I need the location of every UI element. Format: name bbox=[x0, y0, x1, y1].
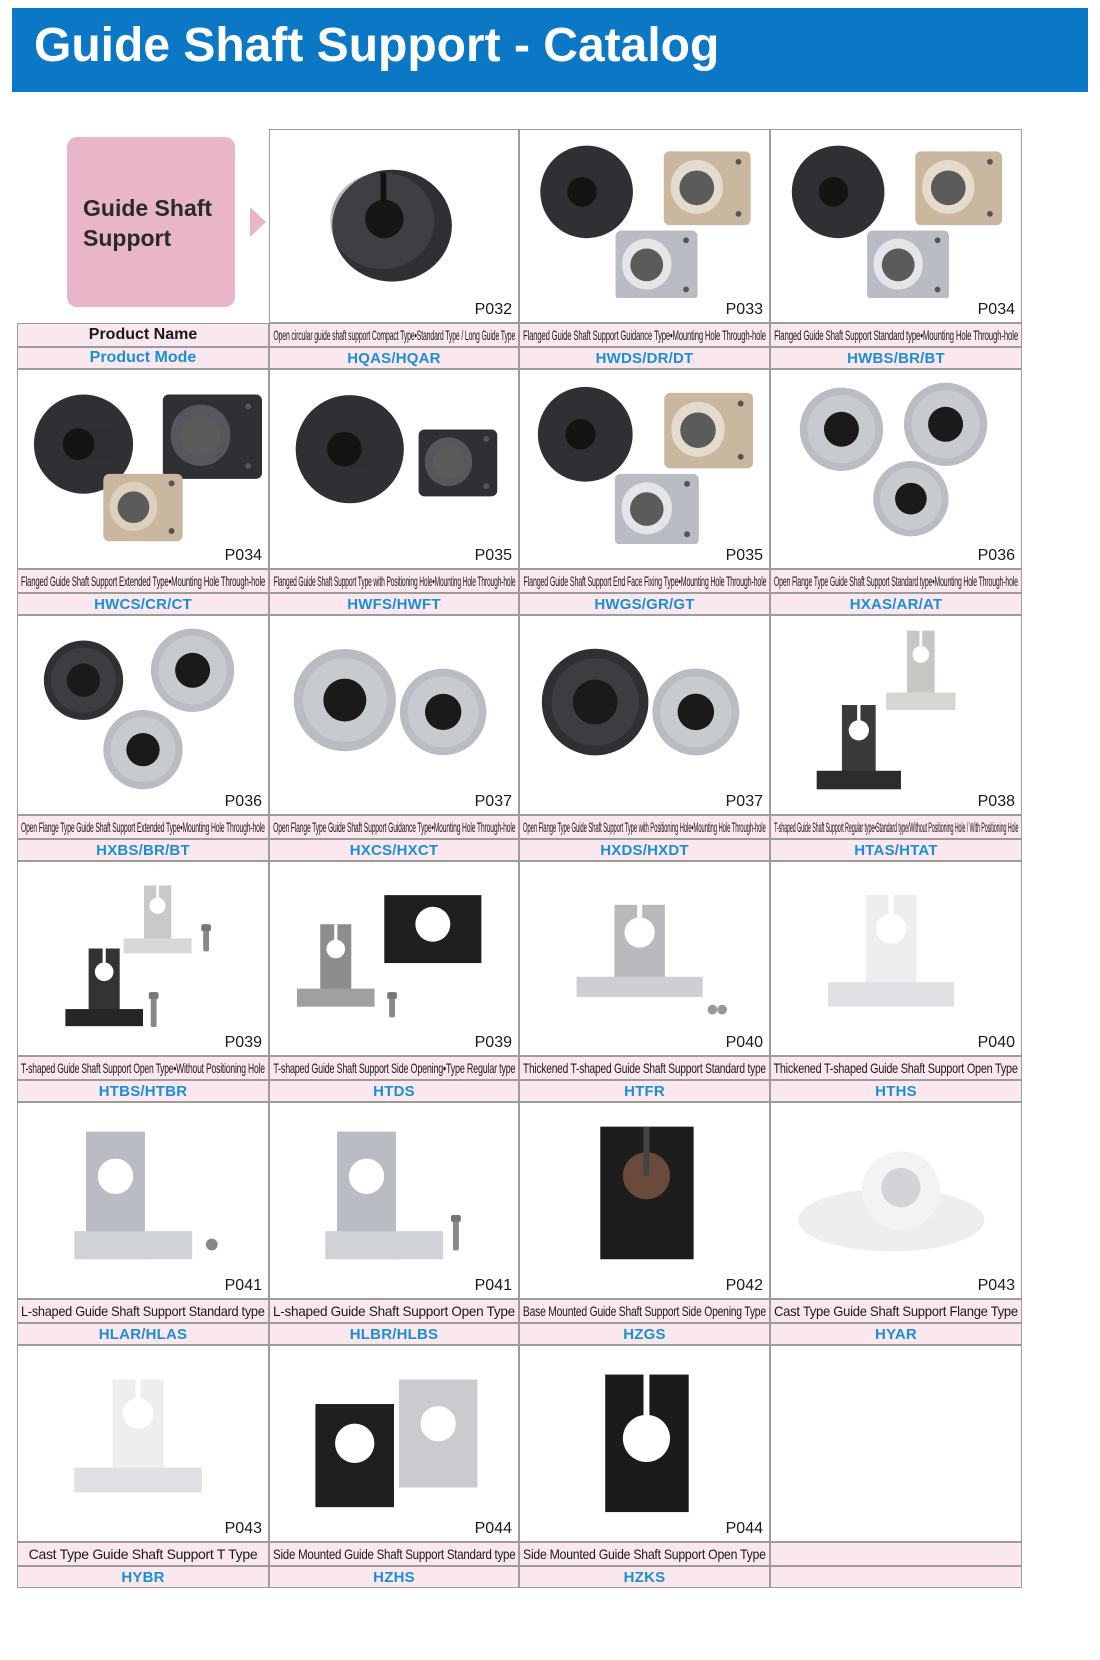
product-model-cell bbox=[770, 1080, 1022, 1102]
product-photo-cell bbox=[269, 369, 519, 569]
product-model-cell bbox=[269, 839, 519, 861]
product-model-cell bbox=[770, 839, 1022, 861]
empty-name-cell bbox=[770, 1542, 1022, 1566]
product-model-code: HTBS/HTBR bbox=[98, 1082, 188, 1100]
catalog-page-number: P044 bbox=[474, 1520, 512, 1537]
base-block-icon bbox=[526, 1107, 763, 1274]
product-model-cell bbox=[519, 1566, 770, 1588]
product-photo-cell bbox=[17, 615, 269, 815]
product-name: Open circular guide shaft support Compact Type•Standard Type / Long Guide Type bbox=[273, 327, 515, 343]
thick-t-support-icon bbox=[526, 866, 763, 1031]
product-name-cell bbox=[519, 1056, 770, 1080]
product-model-cell bbox=[269, 1323, 519, 1345]
product-model-code: HYAR bbox=[875, 1325, 917, 1343]
product-name-cell bbox=[269, 1299, 519, 1323]
product-photo-cell bbox=[519, 129, 770, 323]
product-model-code: HTAS/HTAT bbox=[854, 841, 938, 859]
product-name: Flanged Guide Shaft Support Type with Positioning Hole•Mounting Hole Through-hole bbox=[273, 573, 515, 589]
product-model-code: HQAS/HQAR bbox=[347, 349, 441, 367]
product-model-code: HXDS/HXDT bbox=[600, 841, 689, 859]
product-name-cell bbox=[770, 569, 1022, 593]
product-model-code: HWBS/BR/BT bbox=[847, 349, 945, 367]
product-name-cell bbox=[17, 1056, 269, 1080]
catalog-page-number: P044 bbox=[725, 1520, 763, 1537]
product-name-cell bbox=[17, 569, 269, 593]
catalog-page-number: P034 bbox=[224, 547, 262, 564]
product-model-cell bbox=[17, 1566, 269, 1588]
product-photo-cell bbox=[17, 1345, 269, 1542]
product-model-code: HTFR bbox=[624, 1082, 665, 1100]
t-support-icon bbox=[24, 866, 262, 1031]
catalog-page-number: P035 bbox=[474, 547, 512, 564]
catalog-page-number: P035 bbox=[725, 547, 763, 564]
side-open-block-icon bbox=[526, 1350, 763, 1517]
open-flange-icon bbox=[24, 620, 262, 790]
product-model-code: HXBS/BR/BT bbox=[96, 841, 190, 859]
product-photo-cell bbox=[770, 129, 1022, 323]
category-label-line2: Support bbox=[83, 225, 172, 251]
catalog-page-number: P037 bbox=[725, 793, 763, 810]
category-label-line1: Guide Shaft bbox=[83, 195, 213, 221]
empty-model-cell bbox=[770, 1566, 1022, 1588]
product-name-cell bbox=[519, 323, 770, 347]
product-photo-cell bbox=[519, 1102, 770, 1299]
product-name-header-cell bbox=[17, 323, 269, 347]
product-name: Open Flange Type Guide Shaft Support Extended Type•Mounting Hole Through-hole bbox=[21, 819, 265, 835]
product-name: Open Flange Type Guide Shaft Support Type with Positioning Hole•Mounting Hole Through-hole bbox=[523, 819, 766, 835]
product-photo-cell bbox=[17, 861, 269, 1056]
product-name: Cast Type Guide Shaft Support Flange Type bbox=[774, 1303, 1018, 1319]
product-name-cell bbox=[269, 1542, 519, 1566]
product-name-header: Product Name bbox=[88, 326, 198, 343]
catalog-page-number: P039 bbox=[474, 1034, 512, 1051]
product-model-code: HXAS/AR/AT bbox=[849, 595, 943, 613]
product-photo-cell bbox=[269, 1102, 519, 1299]
l-support-icon bbox=[276, 1107, 512, 1274]
catalog-page-number: P032 bbox=[474, 301, 512, 318]
product-model-cell bbox=[770, 593, 1022, 615]
cast-t-support-icon bbox=[777, 866, 1015, 1031]
product-model-cell bbox=[519, 1323, 770, 1345]
flanged-support-icon bbox=[24, 374, 262, 544]
product-model-code: HTHS bbox=[875, 1082, 917, 1100]
t-support-icon bbox=[777, 620, 1015, 790]
product-model-cell bbox=[770, 1323, 1022, 1345]
product-model-cell bbox=[519, 1080, 770, 1102]
catalog-page-number: P041 bbox=[474, 1277, 512, 1294]
product-name: Flanged Guide Shaft Support Extended Type•Mounting Hole Through-hole bbox=[20, 573, 266, 589]
product-model-cell bbox=[519, 839, 770, 861]
product-model-cell bbox=[17, 1080, 269, 1102]
product-photo-cell bbox=[770, 861, 1022, 1056]
product-name: Side Mounted Guide Shaft Support Standard type bbox=[272, 1546, 516, 1562]
product-name-cell bbox=[770, 815, 1022, 839]
product-name-cell bbox=[17, 1299, 269, 1323]
flanged-support-icon bbox=[526, 134, 763, 298]
product-photo-cell bbox=[770, 369, 1022, 569]
product-model-code: HXCS/HXCT bbox=[349, 841, 439, 859]
product-model-cell bbox=[269, 1566, 519, 1588]
product-photo-cell bbox=[269, 129, 519, 323]
product-name: Thickened T-shaped Guide Shaft Support Open Type bbox=[773, 1060, 1019, 1076]
product-name: Thickened T-shaped Guide Shaft Support Standard type bbox=[523, 1060, 766, 1076]
catalog-page-number: P041 bbox=[224, 1277, 262, 1294]
product-photo-cell bbox=[17, 1102, 269, 1299]
product-photo-cell bbox=[519, 1345, 770, 1542]
product-model-code: HLAR/HLAS bbox=[98, 1325, 188, 1343]
catalog-header-banner bbox=[12, 8, 1088, 92]
product-mode-header-cell bbox=[17, 347, 269, 369]
product-photo-cell bbox=[269, 615, 519, 815]
catalog-page-number: P040 bbox=[725, 1034, 763, 1051]
product-name: Open Flange Type Guide Shaft Support Guidance Type•Mounting Hole Through-hole bbox=[272, 819, 516, 835]
catalog-page-number: P036 bbox=[977, 547, 1015, 564]
open-flange-icon bbox=[777, 374, 1015, 544]
product-model-code: HZHS bbox=[373, 1568, 415, 1586]
side-block-icon bbox=[276, 1350, 512, 1517]
product-photo-cell bbox=[770, 615, 1022, 815]
product-name-cell bbox=[269, 1056, 519, 1080]
cast-t-support-icon bbox=[24, 1350, 262, 1517]
product-name-cell bbox=[17, 815, 269, 839]
product-name: Flanged Guide Shaft Support Guidance Type•Mounting Hole Through-hole bbox=[523, 327, 766, 343]
catalog-page-number: P033 bbox=[725, 301, 763, 318]
product-model-cell bbox=[17, 1323, 269, 1345]
t-support-icon bbox=[276, 866, 512, 1031]
product-photo-cell bbox=[770, 1102, 1022, 1299]
product-name-cell bbox=[269, 323, 519, 347]
product-name: T-shaped Guide Shaft Support Open Type•Without Positioning Hole bbox=[21, 1060, 265, 1076]
product-name-cell bbox=[519, 1542, 770, 1566]
product-model-code: HWGS/GR/GT bbox=[594, 595, 695, 613]
product-name-cell bbox=[519, 1299, 770, 1323]
flanged-support-icon bbox=[276, 374, 512, 544]
catalog-page-number: P039 bbox=[224, 1034, 262, 1051]
product-name: Cast Type Guide Shaft Support T Type bbox=[28, 1546, 258, 1562]
product-name-cell bbox=[519, 815, 770, 839]
flanged-support-icon bbox=[526, 374, 763, 544]
product-model-cell bbox=[269, 1080, 519, 1102]
product-name-cell bbox=[519, 569, 770, 593]
product-name: Flanged Guide Shaft Support Standard type•Mounting Hole Through-hole bbox=[774, 327, 1018, 343]
product-model-cell bbox=[519, 347, 770, 369]
product-name: L-shaped Guide Shaft Support Open Type bbox=[273, 1303, 515, 1319]
product-name: Side Mounted Guide Shaft Support Open Type bbox=[523, 1546, 766, 1562]
product-photo-cell bbox=[519, 861, 770, 1056]
page-title: Guide Shaft Support - Catalog bbox=[34, 19, 720, 72]
product-name: Base Mounted Guide Shaft Support Side Opening Type bbox=[523, 1303, 766, 1319]
product-photo-cell bbox=[17, 369, 269, 569]
product-photo-cell bbox=[519, 369, 770, 569]
product-model-code: HWCS/CR/CT bbox=[94, 595, 192, 613]
open-flange-icon bbox=[526, 620, 763, 790]
product-model-code: HWFS/HWFT bbox=[347, 595, 441, 613]
product-model-cell bbox=[269, 347, 519, 369]
catalog-page-number: P036 bbox=[224, 793, 262, 810]
product-name: T-shaped Guide Shaft Support Regular type•Standard type/Without Positioning Hole / With Positioning Hole bbox=[773, 819, 1019, 835]
catalog-page-number: P037 bbox=[474, 793, 512, 810]
split-collar-icon bbox=[276, 134, 512, 298]
catalog-page-number: P042 bbox=[725, 1277, 763, 1294]
product-model-cell bbox=[770, 347, 1022, 369]
product-name-cell bbox=[269, 569, 519, 593]
product-name-cell bbox=[269, 815, 519, 839]
product-model-code: HTDS bbox=[373, 1082, 415, 1100]
catalog-page-number: P043 bbox=[224, 1520, 262, 1537]
product-mode-header: Product Mode bbox=[89, 349, 197, 366]
product-model-cell bbox=[269, 593, 519, 615]
empty-photo-cell bbox=[770, 1345, 1022, 1542]
product-photo-cell bbox=[269, 861, 519, 1056]
product-name-cell bbox=[770, 323, 1022, 347]
product-name-cell bbox=[770, 1056, 1022, 1080]
l-support-icon bbox=[24, 1107, 262, 1274]
product-name: Flanged Guide Shaft Support End Face Fixing Type•Mounting Hole Through-hole bbox=[523, 573, 766, 589]
product-model-code: HYBR bbox=[121, 1568, 165, 1586]
product-catalog-grid bbox=[17, 129, 1080, 1656]
catalog-page-number: P038 bbox=[977, 793, 1015, 810]
catalog-page-number: P034 bbox=[977, 301, 1015, 318]
catalog-page-number: P043 bbox=[977, 1277, 1015, 1294]
product-model-cell bbox=[17, 839, 269, 861]
product-model-code: HZGS bbox=[623, 1325, 666, 1343]
product-name: T-shaped Guide Shaft Support Side Opening•Type Regular type bbox=[273, 1060, 515, 1076]
product-model-cell bbox=[17, 593, 269, 615]
product-model-code: HZKS bbox=[623, 1568, 666, 1586]
cast-flange-icon bbox=[777, 1107, 1015, 1274]
catalog-page-number: P040 bbox=[977, 1034, 1015, 1051]
product-model-code: HLBR/HLBS bbox=[349, 1325, 439, 1343]
product-name-cell bbox=[770, 1299, 1022, 1323]
product-photo-cell bbox=[269, 1345, 519, 1542]
product-photo-cell bbox=[519, 615, 770, 815]
product-name: Open Flange Type Guide Shaft Support Standard type•Mounting Hole Through-hole bbox=[774, 573, 1018, 589]
product-name-cell bbox=[17, 1542, 269, 1566]
flanged-support-icon bbox=[777, 134, 1015, 298]
open-flange-icon bbox=[276, 620, 512, 790]
product-model-code: HWDS/DR/DT bbox=[595, 349, 694, 367]
product-name: L-shaped Guide Shaft Support Standard type bbox=[21, 1303, 265, 1319]
product-model-cell bbox=[519, 593, 770, 615]
